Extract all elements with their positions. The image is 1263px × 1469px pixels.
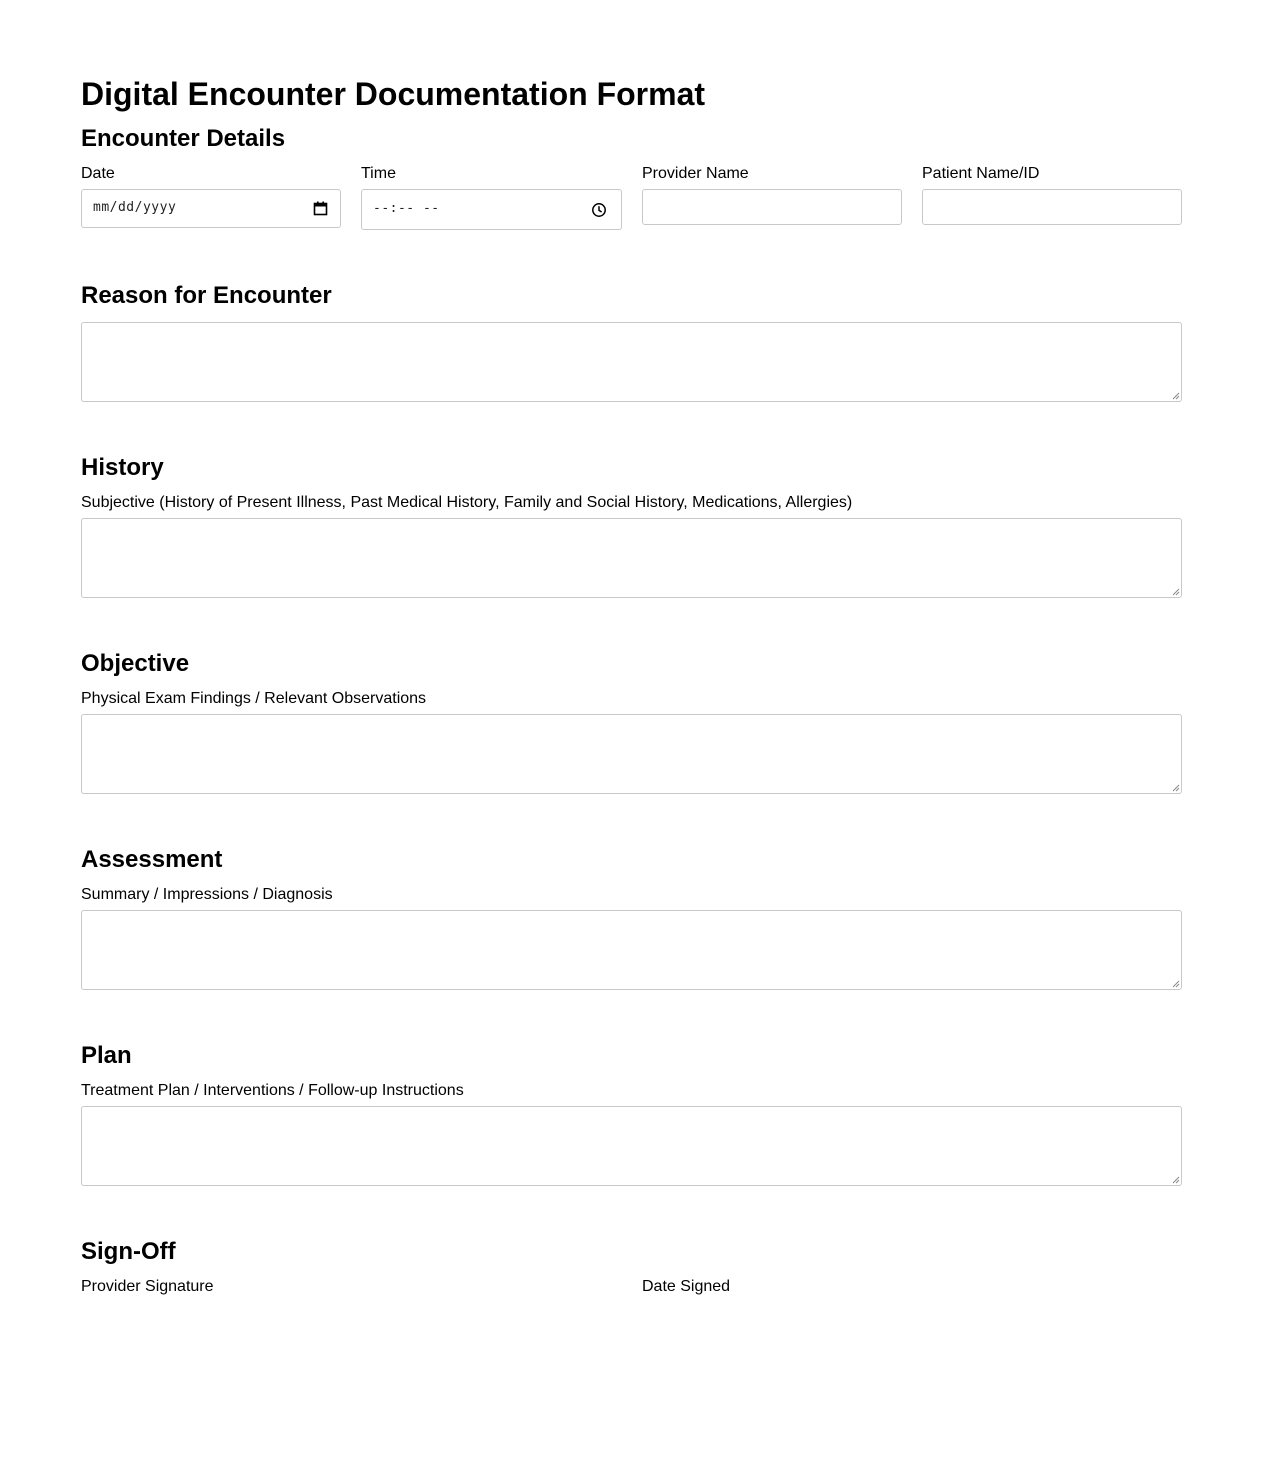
date-input[interactable] <box>81 189 341 228</box>
time-placeholder: --:-- -- <box>373 201 440 216</box>
plan-label: Treatment Plan / Interventions / Follow-up Instructions <box>81 1082 464 1099</box>
history-label: Subjective (History of Present Illness, Past Medical History, Family and Social History, Medications, Allergies) <box>81 494 853 511</box>
assessment-heading: Assessment <box>81 846 223 873</box>
objective-textarea[interactable] <box>81 714 1182 794</box>
page-title: Digital Encounter Documentation Format <box>81 76 706 112</box>
resize-handle-icon[interactable] <box>1172 784 1180 792</box>
history-heading: History <box>81 454 164 481</box>
date-label: Date <box>81 165 115 182</box>
time-input[interactable] <box>361 189 622 230</box>
clock-icon[interactable] <box>591 202 607 218</box>
plan-heading: Plan <box>81 1042 132 1069</box>
resize-handle-icon[interactable] <box>1172 980 1180 988</box>
objective-label: Physical Exam Findings / Relevant Observations <box>81 690 427 707</box>
time-label: Time <box>361 165 396 182</box>
reason-textarea[interactable] <box>81 322 1182 402</box>
date-signed-label: Date Signed <box>642 1278 731 1295</box>
calendar-icon[interactable] <box>313 201 328 216</box>
patient-name-id-label: Patient Name/ID <box>922 165 1040 182</box>
reason-heading: Reason for Encounter <box>81 282 332 309</box>
provider-name-label: Provider Name <box>642 165 749 182</box>
sign-off-heading: Sign-Off <box>81 1238 176 1265</box>
history-textarea[interactable] <box>81 518 1182 598</box>
encounter-details-heading: Encounter Details <box>81 125 286 152</box>
objective-heading: Objective <box>81 650 190 677</box>
date-placeholder: mm/dd/yyyy <box>93 200 177 215</box>
patient-name-id-input[interactable] <box>922 189 1182 225</box>
plan-textarea[interactable] <box>81 1106 1182 1186</box>
assessment-label: Summary / Impressions / Diagnosis <box>81 886 333 903</box>
resize-handle-icon[interactable] <box>1172 392 1180 400</box>
assessment-textarea[interactable] <box>81 910 1182 990</box>
provider-signature-label: Provider Signature <box>81 1278 214 1295</box>
resize-handle-icon[interactable] <box>1172 1176 1180 1184</box>
resize-handle-icon[interactable] <box>1172 588 1180 596</box>
provider-name-input[interactable] <box>642 189 902 225</box>
